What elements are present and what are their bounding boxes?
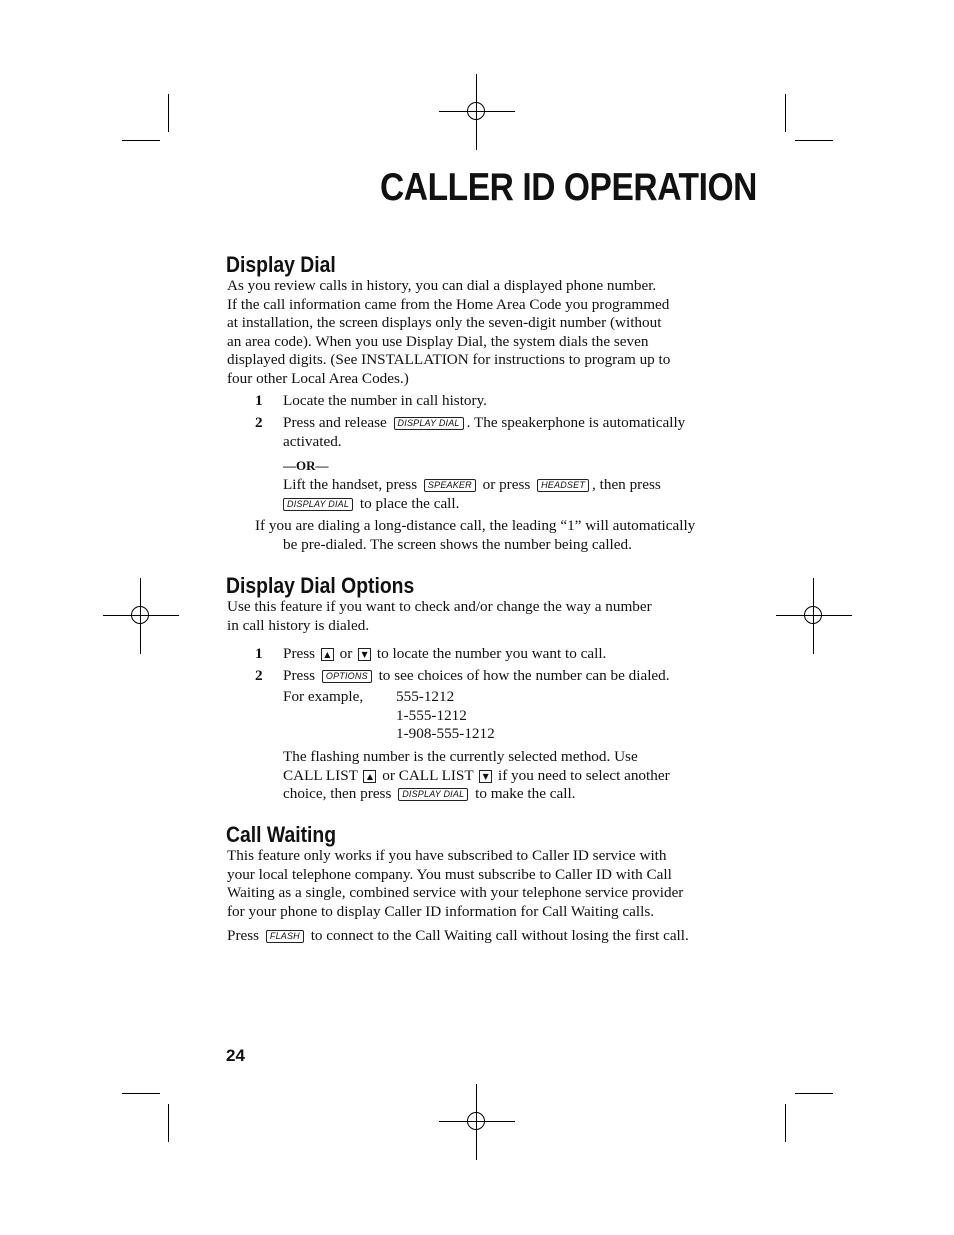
- step-text: Press and release DISPLAY DIAL . The speakerphone is automatically activated.: [283, 414, 686, 450]
- call-waiting-instruction: Press FLASH to connect to the Call Waiting call without losing the first call.: [227, 927, 689, 944]
- display-dial-key: DISPLAY DIAL: [394, 417, 464, 430]
- display-dial-key: DISPLAY DIAL: [283, 498, 353, 511]
- display-dial-intro: As you review calls in history, you can dial a displayed phone number. If the call information came from the Home Area Code you programmed at installation, the screen displays only the seven-digit number (without an area code). When you use Display Dial, the system dials the seven displayed digits. (See INSTALLATION for instructions to program up to four other Local Area Codes.): [227, 277, 671, 387]
- options-key: OPTIONS: [322, 670, 372, 683]
- or-separator: —OR—: [283, 458, 329, 473]
- page-title: CALLER ID OPERATION: [380, 166, 757, 209]
- call-waiting-intro: This feature only works if you have subscribed to Caller ID service with your local telephone company. You must subscribe to Caller ID with Call Waiting as a single, combined service with your telephone service provider for your phone to display Caller ID information for Call Waiting calls.: [227, 847, 684, 920]
- display-dial-key: DISPLAY DIAL: [398, 788, 468, 801]
- step-number: 2: [255, 667, 263, 684]
- step-number: 2: [255, 414, 263, 431]
- speaker-key: SPEAKER: [424, 479, 476, 492]
- down-arrow-key-icon: ▼: [479, 770, 492, 783]
- step-text: Press OPTIONS to see choices of how the number can be dialed.: [283, 667, 670, 684]
- step-number: 1: [255, 392, 263, 409]
- down-arrow-key-icon: ▼: [358, 648, 371, 661]
- registration-mark-left: [103, 578, 179, 654]
- step-number: 1: [255, 645, 263, 662]
- flash-key: FLASH: [266, 930, 304, 943]
- display-dial-heading: Display Dial: [226, 252, 336, 277]
- display-dial-options-heading: Display Dial Options: [226, 573, 415, 598]
- up-arrow-key-icon: ▲: [363, 770, 376, 783]
- long-distance-note: If you are dialing a long-distance call, the leading “1” will automatically be pre-dialed. The screen shows the number being called.: [255, 517, 696, 553]
- step-text: Locate the number in call history.: [283, 392, 487, 409]
- up-arrow-key-icon: ▲: [321, 648, 334, 661]
- call-waiting-heading: Call Waiting: [226, 822, 337, 847]
- example-list: 555-1212 1-555-1212 1-908-555-1212: [396, 688, 495, 743]
- example-label: For example,: [283, 688, 364, 705]
- headset-key: HEADSET: [537, 479, 589, 492]
- flashing-note: The flashing number is the currently selected method. Use CALL LIST ▲ or CALL LIST ▼ if you need to select another choice, then press DISPLAY DIAL to make the call.: [283, 748, 670, 803]
- alternative-text: Lift the handset, press SPEAKER or press HEADSET , then press DISPLAY DIAL to place the call.: [283, 476, 661, 512]
- registration-mark-right: [776, 578, 852, 654]
- registration-mark-bottom: [439, 1084, 515, 1160]
- registration-mark-top: [439, 74, 515, 150]
- step-text: Press ▲ or ▼ to locate the number you want to call.: [283, 645, 607, 662]
- page-number: 24: [226, 1046, 245, 1065]
- options-intro: Use this feature if you want to check and/or change the way a number in call history is dialed.: [227, 598, 652, 634]
